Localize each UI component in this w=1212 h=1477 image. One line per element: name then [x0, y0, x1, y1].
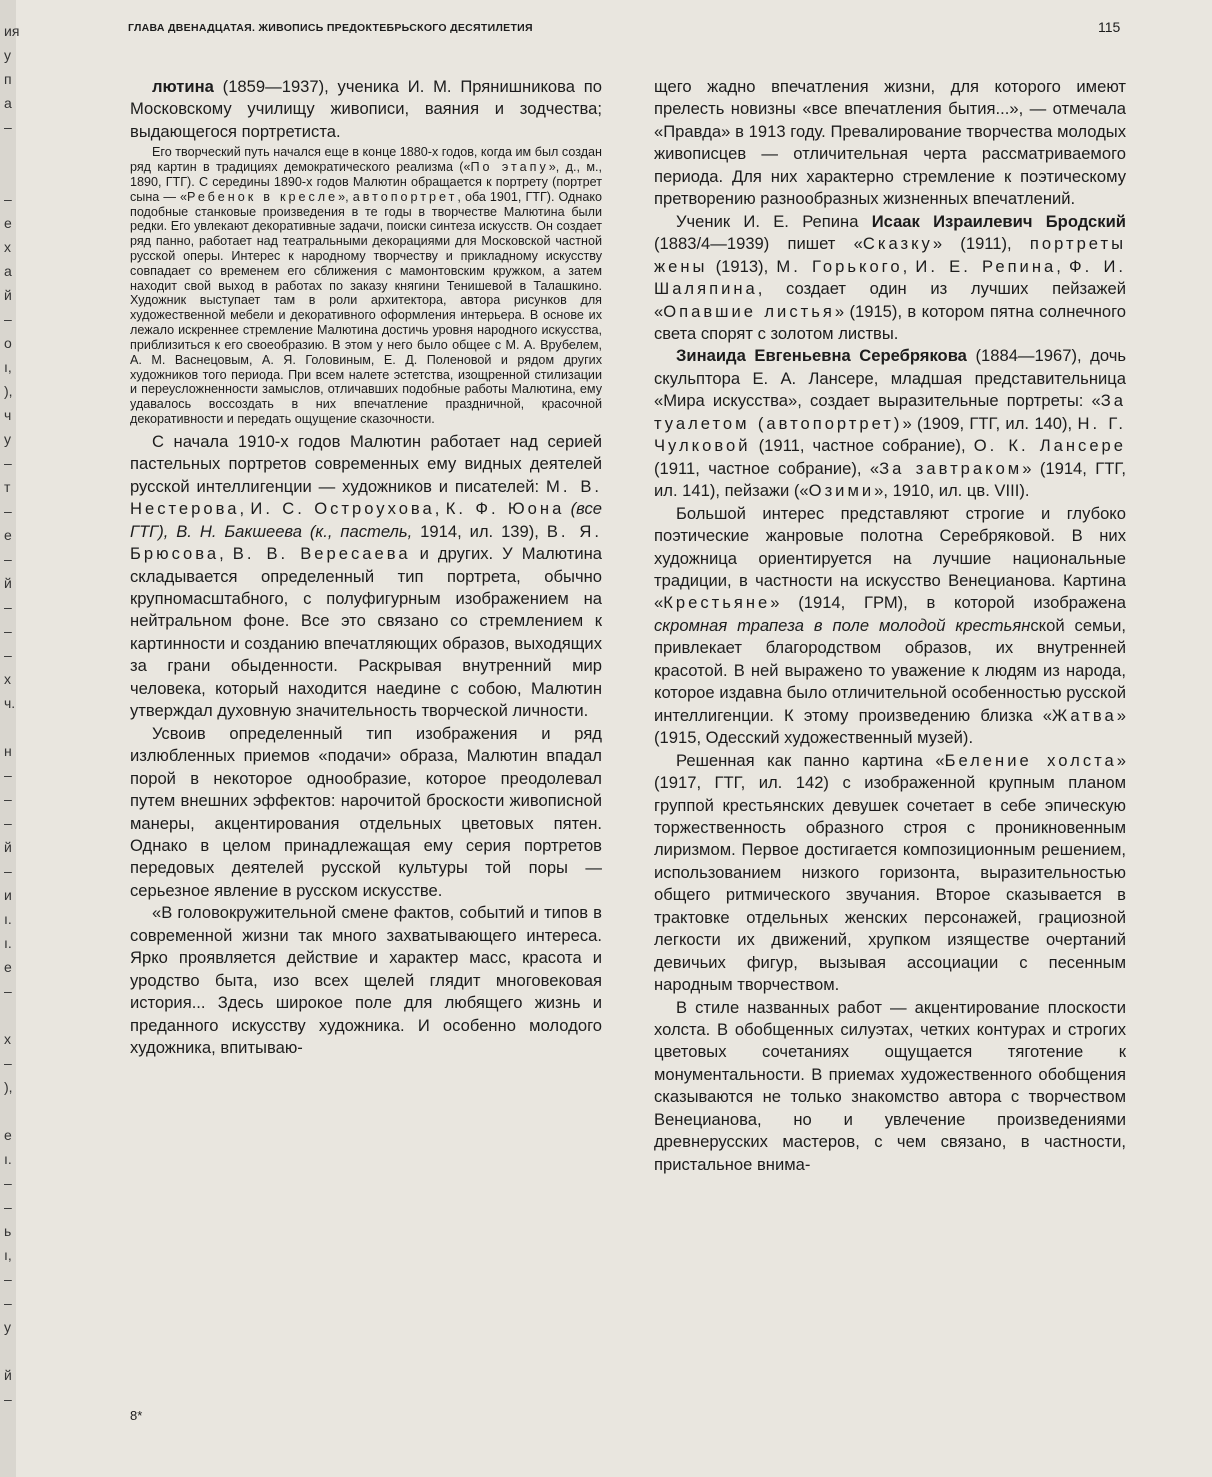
- gutter-letter: й: [4, 287, 12, 303]
- body-paragraph: [654, 750, 1126, 997]
- text-run: » (1915), в котором пятна солнечного света спорят с золотом листвы.: [654, 301, 1127, 343]
- text-run: », д., м., 1890, ГТГ). С середины 1890-х годов Малютин обращается к портрету (портрет сына — «: [130, 160, 602, 204]
- gutter-letter: е: [4, 1127, 12, 1143]
- text-run: ской семьи, привлекает благородством образов, их внутренней красотой. В ней выражено то уважение к людям из народа, которое издавна было отличительной особенностью русской интеллигенции. К этому произведению близка «: [654, 615, 1126, 725]
- printer-signature: 8*: [130, 1408, 143, 1423]
- gutter-letter: –: [4, 623, 12, 639]
- text-run: ,: [434, 499, 446, 519]
- text-run: За туалетом (автопортрет): [654, 391, 1126, 433]
- gutter-letter: х: [4, 239, 11, 255]
- gutter-letter: –: [4, 1295, 12, 1311]
- body-paragraph: [654, 997, 1126, 1177]
- gutter-letter: ),: [4, 1079, 13, 1095]
- text-run: М. Горького: [776, 256, 903, 276]
- text-run: Опавшие листья: [663, 301, 835, 321]
- text-run: Его творческий путь начался еще в конце 1880-х годов, когда им был создан ряд картин в традициях демократического реализма («: [130, 145, 602, 175]
- gutter-letter: ия: [4, 23, 20, 39]
- page-number: 115: [1098, 19, 1121, 35]
- gutter-letter: е: [4, 527, 12, 543]
- text-run: Усвоив определенный тип изображения и ряд излюбленных приемов «подачи» образа, Малютин впадал порой в некоторое однообразие, которое преодолевал путем внешних эффектов: нарочитой броскости живописной манеры, акцентирования отдельных цветовых пятен. Однако в целом принадлежащая ему серия портретов передовых деятелей русской культуры той поры — серьезное явление в русском искусстве.: [130, 723, 602, 900]
- gutter-letter: у: [4, 47, 11, 63]
- gutter-letter: е: [4, 215, 12, 231]
- gutter-letter: –: [4, 815, 12, 831]
- text-run: » (1909, ГТГ, ил. 140),: [902, 413, 1078, 433]
- text-run: лютина: [152, 77, 214, 96]
- gutter-letter: а: [4, 95, 12, 111]
- body-paragraph: [130, 431, 602, 723]
- gutter-letter: х: [4, 1031, 11, 1047]
- gutter-letter: у: [4, 1319, 11, 1335]
- text-run: В стиле названных работ — акцентирование плоскости холста. В обобщенных силуэтах, четких контурах и строгих цветовых сочетаниях ощущается тяготение к монументальности. В приемах художественного обобщения сказываются не только знакомство автора с творчеством Венецианова, но и увлечение произведениями древнерусских мастеров, с чем связано, в частности, пристальное внима-: [654, 997, 1126, 1174]
- text-run: Исаак Израилевич Бродский: [871, 211, 1126, 231]
- text-run: С начала 1910-х годов Малютин работает над серией пастельных портретов современных ему видных деятелей русской интеллигенции — художников и писателей:: [130, 431, 602, 496]
- text-run: Сказку: [862, 234, 933, 254]
- text-run: , оба 1901, ГТГ). Однако подобные станковые произведения в те годы в творчестве Малютина были редки. Его увлекают декоративные задачи, поиски синтеза искусств. Он создает ряд панно, работает над театральными декорациями для Московской частной русской оперы. Интерес к народному творчеству и прикладному искусству совпадает со временем его сближения с мамонтовским кружком, а затем находит свой выход в работах по заказу княгини Тенишевой в Талашкино. Художник выступает там в роли архитектора, автора рисунков для художественной мебели и декоративного оформления интерьера. В основе их лежало искреннее стремление Малютина достичь уровня народного искусства, приблизиться к его своеобразию. В этом у него было общее с М. А. Врубелем, А. М. Васнецовым, А. Я. Головиным, Е. Д. Поленовой и рядом других художников того периода. При всем налете эстетства, изощренной стилизации и переусложненности замыслов, отличавших подобные работы Малютина, ему удавалось воссоздать в них впечатление праздничной, красочной декоративности и передать ощущение сказочности.: [130, 189, 602, 426]
- text-run: Большой интерес представляют строгие и глубоко поэтические жанровые полотна Серебряковой. В них художница ориентируется на лучшие национальные традиции, в частности на искусство Венецианова. Картина «: [654, 503, 1126, 613]
- text-run: (1913),: [707, 256, 777, 276]
- gutter-letter: –: [4, 119, 12, 135]
- gutter-letter: й: [4, 1367, 12, 1383]
- text-run: ,: [902, 256, 916, 276]
- text-run: За завтраком: [879, 458, 1023, 478]
- text-run: В. В. Вересаева: [232, 544, 411, 564]
- gutter-letter: ı.: [4, 1151, 12, 1167]
- text-run: Крестьяне: [663, 593, 771, 613]
- text-run: автопортрет: [352, 189, 458, 204]
- text-run: » (1911),: [932, 234, 1030, 254]
- gutter-letter: –: [4, 767, 12, 783]
- gutter-letter: –: [4, 1055, 12, 1071]
- text-run: » (1917, ГТГ, ил. 142) с изображенной крупным планом группой крестьянских девушек сочетает в себе эпическую торжественность образного строя с проникновенным лиризмом. Первое достигается композиционным решением, использованием низкого горизонта, выразительностью общего ритмического звучания. Второе сказывается в трактовке отдельных женских персонажей, грациозной легкости их движений, хрупком изяществе очертаний девичьих фигур, вызывая ассоциации с песенным народным творчеством.: [654, 750, 1126, 995]
- text-run: ,: [239, 499, 251, 519]
- text-run: Беление холста: [944, 750, 1117, 770]
- gutter-letter: –: [4, 455, 12, 471]
- text-run: ,: [1056, 256, 1070, 276]
- text-run: Ребенок в кресле: [186, 189, 339, 204]
- text-run: (1911, частное собрание), «: [654, 458, 880, 478]
- body-paragraph: [654, 211, 1126, 346]
- text-run: О. К. Лансере: [973, 436, 1127, 456]
- gutter-letter: –: [4, 983, 12, 999]
- body-paragraph: [130, 76, 602, 143]
- text-run: »,: [338, 189, 353, 204]
- text-run: Н. Г. Чулковой: [654, 413, 1126, 456]
- gutter-letter: н: [4, 743, 12, 759]
- text-run: , создает один из лучших пейзажей «: [654, 279, 1126, 321]
- gutter-letter: е: [4, 959, 12, 975]
- gutter-letter: –: [4, 551, 12, 567]
- text-run: (1883/4—1939) пишет «: [654, 234, 863, 254]
- gutter-letter: й: [4, 839, 12, 855]
- gutter-letter: т: [4, 479, 11, 495]
- gutter-letter: –: [4, 1271, 12, 1287]
- text-run: По этапу: [470, 160, 549, 175]
- right-column: [654, 76, 1126, 1176]
- text-run: », 1910, ил. цв. VIII).: [874, 481, 1030, 501]
- gutter-letter: а: [4, 263, 12, 279]
- text-run: (все ГТГ), В. Н. Бакшеева (к., пастель,: [130, 499, 603, 541]
- gutter-letter: и: [4, 887, 12, 903]
- body-paragraph: [130, 902, 602, 1059]
- previous-page-edge: [0, 0, 20, 1477]
- left-column: [130, 76, 602, 1059]
- gutter-letter: –: [4, 647, 12, 663]
- small-print-paragraph: [130, 145, 602, 426]
- text-run: М. В. Нестерова: [130, 476, 602, 519]
- gutter-letter: й: [4, 575, 12, 591]
- text-run: Озими: [808, 481, 875, 501]
- gutter-letter: –: [4, 1391, 12, 1407]
- gutter-letter: ч.: [4, 695, 16, 711]
- gutter-letter: –: [4, 863, 12, 879]
- text-run: » (1914, ГТГ, ил. 141), пейзажи («: [654, 458, 1126, 501]
- text-run: и других. У Малютина складывается определенный тип портрета, обычно крупномасштабного, с полуфигурным изображением на нейтральном фоне. Все это связано со стремлением к картинности и созданию впечатляющих образов, выходящих за грани обыденности. Раскрывая внутренний мир человека, который находится наедине с собою, Малютин утверждал духовную значительность творческой личности.: [130, 544, 602, 721]
- text-run: Жатва: [1051, 705, 1117, 725]
- text-run: » (1914, ГРМ), в которой изображена: [770, 593, 1126, 613]
- gutter-letter: –: [4, 599, 12, 615]
- text-run: К. Ф. Юона: [445, 499, 565, 519]
- gutter-letter: –: [4, 791, 12, 807]
- text-run: Ф. И. Шаляпина: [654, 256, 1126, 299]
- text-run: ,: [219, 544, 233, 564]
- body-paragraph: [130, 723, 602, 903]
- running-head: ГЛАВА ДВЕНАДЦАТАЯ. ЖИВОПИСЬ ПРЕДОКТЕБРЬСКОГО ДЕСЯТИЛЕТИЯ: [128, 22, 533, 34]
- text-run: И. Е. Репина: [915, 256, 1057, 276]
- gutter-letter: ),: [4, 383, 13, 399]
- text-run: » (1915, Одесский художественный музей).: [654, 705, 1126, 748]
- gutter-letter: х: [4, 671, 11, 687]
- text-run: скромная трапеза в поле молодой крестьян: [654, 615, 1031, 635]
- gutter-letter: у: [4, 431, 11, 447]
- gutter-letter: о: [4, 335, 12, 351]
- gutter-letter: ı,: [4, 1247, 12, 1263]
- text-run: Ученик И. Е. Репина: [676, 211, 872, 231]
- gutter-letter: –: [4, 1175, 12, 1191]
- gutter-letter: ı.: [4, 911, 12, 927]
- text-run: (1911, частное собрание),: [750, 436, 974, 456]
- text-run: (1884—1967), дочь скульптора Е. А. Лансере, младшая представительница «Мира искусства», создает выразительные портреты: «: [654, 346, 1126, 411]
- text-run: «В головокружительной смене фактов, событий и типов в современной жизни так много захватывающего интереса. Ярко проявляется действие и характер масс, красота и уродство быта, изо всех щелей глядит многовековая история... Здесь широкое поле для любящего жизнь и преданного искусству художника. И особенно молодого художника, впитываю-: [130, 903, 602, 1058]
- text-run: 1914, ил. 139),: [412, 521, 547, 541]
- text-run: И. С. Остроухова: [250, 499, 435, 519]
- text-run: портреты жены: [654, 234, 1127, 276]
- body-paragraph: [654, 345, 1126, 502]
- text-run: Решенная как панно картина «: [676, 750, 945, 770]
- gutter-letter: ч: [4, 407, 12, 423]
- gutter-letter: п: [4, 71, 12, 87]
- text-run: (1859—1937), ученика И. М. Прянишникова по Московскому училищу живописи, ваяния и зодчества; выдающегося портретиста.: [130, 77, 602, 141]
- text-run: В. Я. Брюсова: [130, 521, 602, 564]
- gutter-letter: ı,: [4, 359, 12, 375]
- gutter-letter: –: [4, 191, 12, 207]
- gutter-letter: –: [4, 311, 12, 327]
- gutter-letter: ь: [4, 1223, 12, 1239]
- text-run: щего жадно впечатления жизни, для которого имеют прелесть новизны «все впечатления бытия...», — отмечала «Правда» в 1913 году. Превалирование творчества молодых живописцев — отличительная черта рассматриваемого периода. Для них характерно стремление к поэтическому претворению разнообразных жизненных впечатлений.: [654, 77, 1126, 209]
- text-run: Зинаида Евгеньевна Серебрякова: [676, 346, 967, 366]
- gutter-letter: –: [4, 1199, 12, 1215]
- body-paragraph: [654, 503, 1126, 750]
- gutter-letter: –: [4, 503, 12, 519]
- gutter-letter: ı.: [4, 935, 12, 951]
- body-paragraph: [654, 76, 1126, 211]
